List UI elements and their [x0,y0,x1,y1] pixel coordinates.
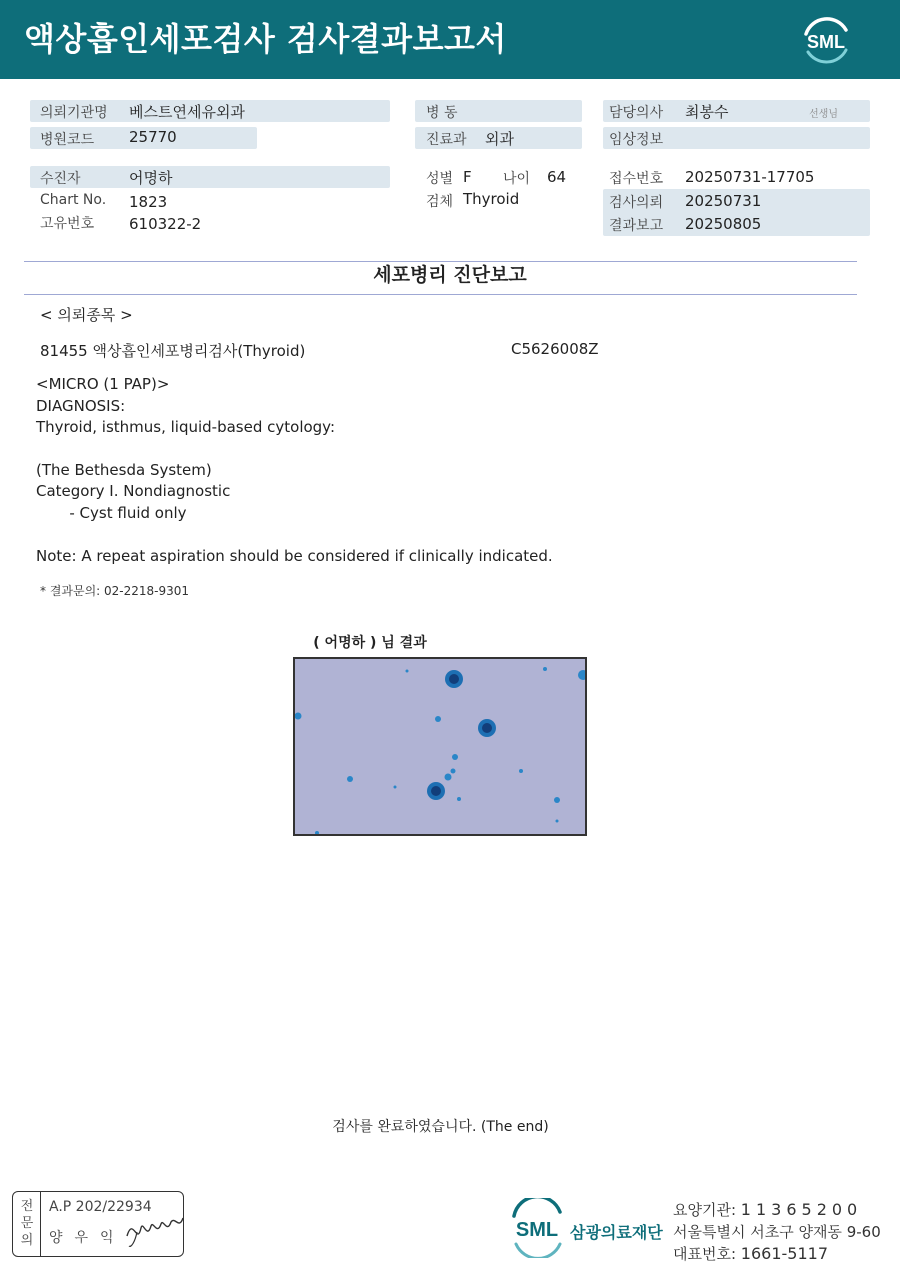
dept-label: 진료과 [426,132,467,148]
specimen-label: 검체 [426,194,454,210]
footer-logo-text: SML [515,1219,559,1241]
sml-logo-icon [798,12,854,68]
age-value: 64 [547,168,567,186]
test-item: 81455 액상흡인세포병리검사(Thyroid) [40,342,306,360]
doctor-value: 최봉수 [685,103,729,121]
dept-value: 외과 [485,130,514,148]
image-caption: ( 어명하 ) 님 결과 [313,635,427,651]
institution-label: 의뢰기관명 [40,105,108,121]
end-text: 검사를 완료하였습니다. (The end) [332,1119,549,1135]
contact-info: * 결과문의: 02-2218-9301 [40,584,190,598]
stamp-license: A.P 202/22934 [49,1199,152,1215]
report-title: 액상흡인세포검사 검사결과보고서 [24,20,507,58]
footer-phone [673,1243,828,1264]
test-code: C5626008Z [511,340,599,358]
report-date-label: 결과보고 [609,218,664,234]
cytology-image [293,657,587,836]
receipt-value: 20250731-17705 [685,168,815,186]
institution-value: 베스트연세유외과 [129,103,245,121]
cytology-cells-graphic [295,659,585,834]
section-rule-bottom [24,294,857,295]
chart-no-label: Chart No. [40,192,107,208]
institution-code [673,1199,862,1220]
report-line: Category I. Nondiagnostic [36,482,231,500]
patient-value: 어명하 [129,169,173,187]
pathologist-stamp [12,1191,184,1257]
clinical-info-label: 임상정보 [609,132,664,148]
report-line: <MICRO (1 PAP)> [36,375,170,393]
report-line: - Cyst fluid only [36,504,187,522]
ward-label: 병 동 [426,105,458,121]
sex-label: 성별 [426,171,454,187]
request-items-heading: < 의뢰종목 > [40,306,133,324]
request-date-label: 검사의뢰 [609,195,664,211]
report-note: Note: A repeat aspiration should be considered if clinically indicated. [36,547,553,565]
phone-value: 1661-5117 [740,1244,829,1263]
hospital-code-label: 병원코드 [40,132,95,148]
specimen-value: Thyroid [463,190,520,208]
report-date-value: 20250805 [685,215,762,233]
doctor-label: 담당의사 [609,105,664,121]
phone-label: 대표번호: [673,1245,737,1263]
chart-no-value: 1823 [129,193,168,211]
org-name: 삼광의료재단 [570,1223,663,1242]
sex-value: F [463,168,472,186]
section-title: 세포병리 진단보고 [373,264,527,286]
receipt-label: 접수번호 [609,171,664,187]
report-line: Thyroid, isthmus, liquid-based cytology: [36,418,336,436]
sml-logo-text: SML [807,32,845,52]
stamp-name: 양우익 [49,1230,126,1246]
unique-no-value: 610322-2 [129,215,202,233]
patient-label: 수진자 [40,171,81,187]
signature-icon [123,1206,185,1250]
report-line: DIAGNOSIS: [36,397,126,415]
institution-code-value: 11365200 [740,1200,863,1219]
report-line: (The Bethesda System) [36,461,212,479]
hospital-code-value: 25770 [129,128,177,146]
footer-address: 서울특별시 서초구 양재동 9-60 [673,1223,881,1241]
institution-code-label: 요양기관: [673,1201,737,1219]
doctor-suffix: 선생님 [809,109,838,120]
stamp-vertical-text: 전문의 [20,1199,34,1248]
request-date-value: 20250731 [685,192,762,210]
age-label: 나이 [503,171,531,187]
patient-field [30,166,390,188]
unique-no-label: 고유번호 [40,216,95,232]
